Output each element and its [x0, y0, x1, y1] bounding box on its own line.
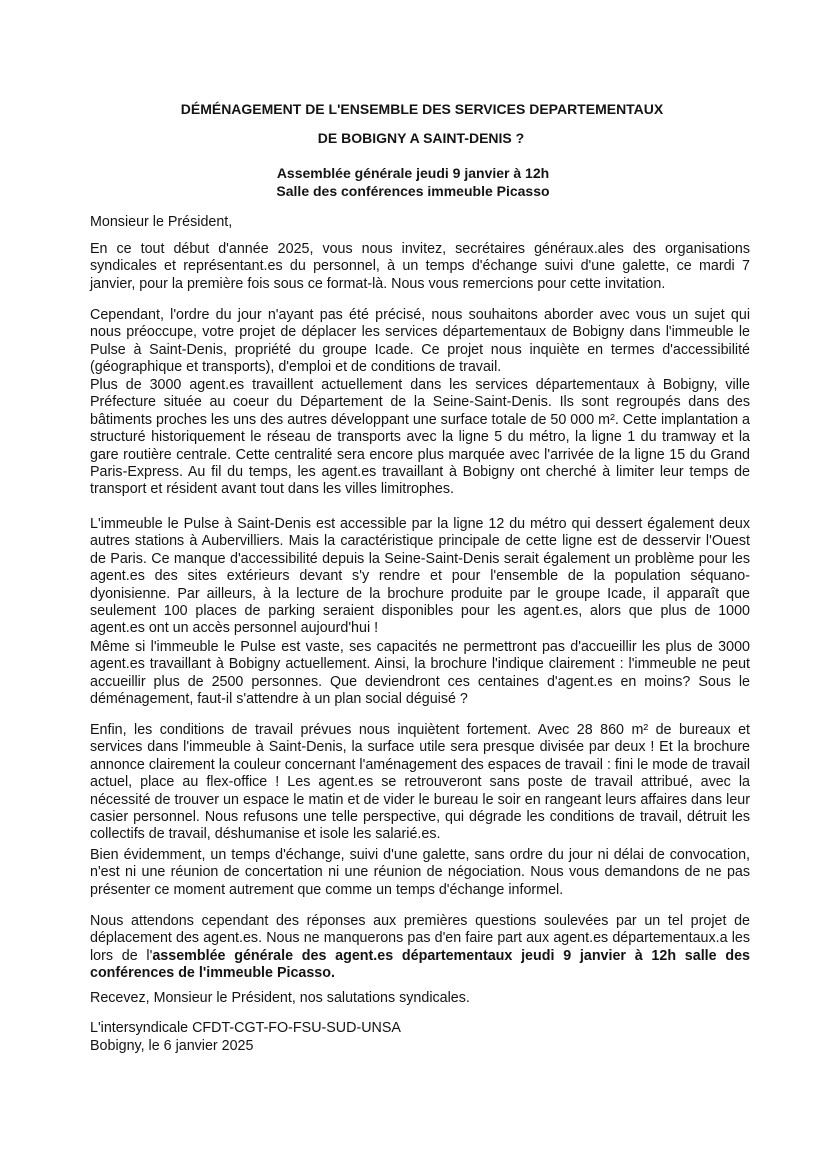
document-title-line2: DE BOBIGNY A SAINT-DENIS ? [317, 130, 525, 146]
paragraph-invitation: En ce tout début d'année 2025, vous nous invitez, secrétaires généraux.ales des organisations syndicales et représentant.es du personnel, à un temps d'échange suivi d'une galette, ce mardi 7 janvier, pour la première fois sous ce format-là. Nous vous remercions pour cette invitation. [90, 241, 750, 292]
paragraph-capacity: Même si l'immeuble le Pulse est vaste, ses capacités ne permettront pas d'accueillir les plus de 3000 agent.es travaillant à Bobigny actuellement. Ainsi, la brochure l'indique clairement : l'immeuble ne peut accueillir plus de 2500 personnes. Que deviendront ces centaines d'agent.es en moins? Sous le déménagement, faut-il s'attendre à un plan social déguisé ? [90, 639, 750, 708]
paragraph-general-assembly [90, 913, 750, 983]
paragraph-concern: Cependant, l'ordre du jour n'ayant pas été précisé, nous souhaitons aborder avec vous un sujet qui nous préoccupe, votre projet de déplacer les services départementaux de Bobigny dans l'immeuble le Pulse à Saint-Denis, propriété du groupe Icade. Ce projet nous inquiète en termes d'accessibilité (géographique et transports), d'emploi et de conditions de travail. [90, 307, 750, 376]
assembly-intro-text: Nous attendons cependant des réponses aux premières questions soulevées par un tel projet de déplacement des agent.es. Nous ne manquerons pas d'en faire part aux agent.es départementaux.a les lors de l' [90, 913, 750, 964]
paragraph-meeting-format: Bien évidemment, un temps d'échange, suivi d'une galette, sans ordre du jour ni délai de convocation, n'est ni une réunion de concertation ni une réunion de négociation. Nous vous demandons de ne pas présenter ce moment autrement que comme un temps d'échange informel. [90, 847, 750, 898]
document-title-line1: DÉMÉNAGEMENT DE L'ENSEMBLE DES SERVICES DEPARTEMENTAUX [180, 101, 664, 117]
event-subtitle [0, 164, 826, 200]
place-date: Bobigny, le 6 janvier 2025 [90, 1038, 254, 1054]
assembly-announcement: assemblée générale des agent.es départementaux jeudi 9 janvier à 12h salle des conférences de l'immeuble Picasso. [90, 947, 750, 982]
signature: L'intersyndicale CFDT-CGT-FO-FSU-SUD-UNSA [90, 1020, 401, 1036]
paragraph-pulse-accessibility: L'immeuble le Pulse à Saint-Denis est accessible par la ligne 12 du métro qui dessert également deux autres stations à Aubervilliers. Mais la caractéristique principale de cette ligne est de desservir l'Ouest de Paris. Ce manque d'accessibilité depuis la Seine-Saint-Denis serait également un problème pour les agent.es des sites extérieurs devant s'y rendre et pour l'ensemble de la population séquano-dyonisienne. Par ailleurs, à la lecture de la brochure produite par le groupe Icade, il apparaît que seulement 100 places de parking seraient disponibles pour les agent.es, alors que plus de 1000 agent.es ont un accès personnel aujourd'hui ! [90, 516, 750, 637]
event-location-line: Salle des conférences immeuble Picasso [276, 183, 550, 199]
paragraph-working-conditions: Enfin, les conditions de travail prévues nous inquiètent fortement. Avec 28 860 m² de bureaux et services dans l'immeuble à Saint-Denis, la surface utile sera presque divisée par deux ! Et la brochure annonce clairement la couleur concernant l'aménagement des espaces de travail : fini le mode de travail actuel, place au flex-office ! Les agent.es se retrouveront sans poste de travail attribué, avec la nécessité de trouver un espace le matin et de vider le bureau le soir en rangeant leurs affaires dans leur casier personnel. Nous refusons une telle perspective, qui dégrade les conditions de travail, détruit les collectifs de travail, déshumanise et isole les salarié.es. [90, 722, 750, 843]
paragraph-bobigny-context: Plus de 3000 agent.es travaillent actuellement dans les services départementaux à Bobigny, ville Préfecture située au coeur du Département de la Seine-Saint-Denis. Ils sont regroupés dans des bâtiments proches les uns des autres développant une surface totale de 50 000 m². Cette implantation a structuré historiquement le réseau de transports avec la ligne 5 du métro, la ligne 1 du tramway et la gare routière centrale. Cette centralité sera encore plus marquée avec l'arrivée de la ligne 15 du Grand Paris-Express. Au fil du temps, les agent.es travaillant à Bobigny ont cherché à limiter leur temps de transport et résident avant tout dans les villes limitrophes. [90, 377, 750, 498]
salutation: Monsieur le Président, [90, 214, 233, 230]
event-date-line: Assemblée générale jeudi 9 janvier à 12h [276, 165, 550, 181]
closing-formula: Recevez, Monsieur le Président, nos salutations syndicales. [90, 990, 470, 1006]
